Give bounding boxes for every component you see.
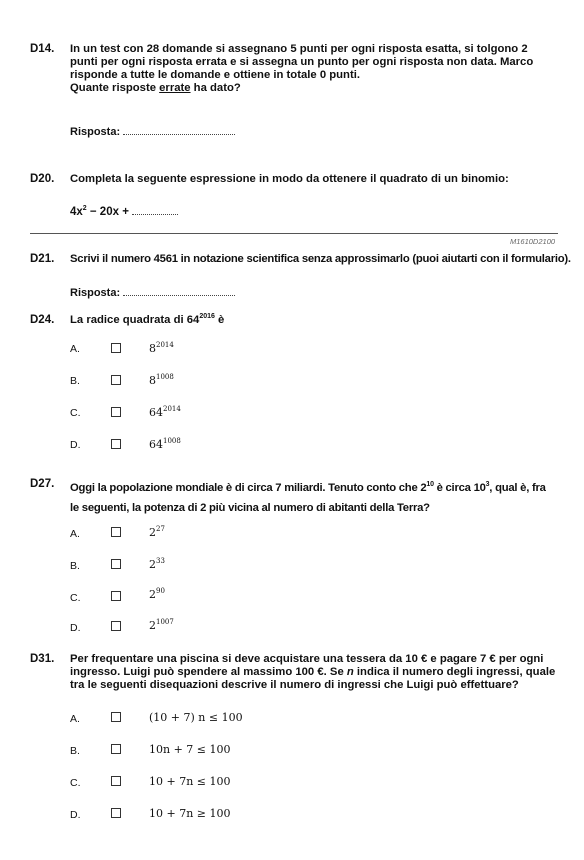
question-fragment: , qual è, fra xyxy=(489,482,546,494)
exponent: 1007 xyxy=(156,618,174,626)
option-checkbox-d24-a[interactable] xyxy=(111,343,121,353)
option-letter: C. xyxy=(70,407,81,419)
base: 2 xyxy=(420,482,427,494)
base: 2 xyxy=(149,588,156,601)
option-value xyxy=(149,588,165,601)
question-fragment: ingresso. Luigi può spendere al massimo 100 €. Se xyxy=(70,666,347,678)
question-number-d20: D20. xyxy=(30,173,55,185)
question-text-d27 xyxy=(70,478,565,518)
option-letter: A. xyxy=(70,343,80,355)
base: 2 xyxy=(149,558,156,571)
option-letter: B. xyxy=(70,375,80,387)
question-line: In un test con 28 domande si assegnano 5 punti per ogni risposta esatta, si tolgono 2 xyxy=(70,43,528,55)
exponent: 2014 xyxy=(163,405,181,413)
answer-row-d14 xyxy=(70,125,235,138)
question-text-d31 xyxy=(70,653,570,692)
option-checkbox-d31-c[interactable] xyxy=(111,776,121,786)
option-value: 10 + 7n ≥ 100 xyxy=(149,807,231,820)
option-letter: A. xyxy=(70,528,80,540)
option-checkbox-d27-b[interactable] xyxy=(111,559,121,569)
exponent: 1008 xyxy=(156,373,174,381)
option-checkbox-d27-a[interactable] xyxy=(111,527,121,537)
exponent: 33 xyxy=(156,557,165,565)
option-value xyxy=(149,342,174,355)
option-letter: C. xyxy=(70,777,81,789)
exponent: 27 xyxy=(156,525,165,533)
exponent: 10 xyxy=(426,481,434,488)
base: 64 xyxy=(149,406,163,419)
question-fragment: Oggi la popolazione mondiale è di circa 7 miliardi. Tenuto conto che xyxy=(70,482,421,494)
base: 2 xyxy=(149,619,156,632)
question-text-d14 xyxy=(70,43,565,95)
question-fragment: La radice quadrata di 64 xyxy=(70,314,200,326)
option-checkbox-d24-d[interactable] xyxy=(111,439,121,449)
exponent: 90 xyxy=(156,587,165,595)
answer-label: Risposta: xyxy=(70,126,121,138)
answer-row-d21 xyxy=(70,286,235,299)
option-checkbox-d24-b[interactable] xyxy=(111,375,121,385)
base: 10 xyxy=(473,482,486,494)
expression-part: − 20x + xyxy=(86,206,133,218)
option-letter: D. xyxy=(70,809,81,821)
option-checkbox-d27-c[interactable] xyxy=(111,591,121,601)
exponent: 3 xyxy=(485,481,490,488)
option-checkbox-d24-c[interactable] xyxy=(111,407,121,417)
question-text-d21: Scrivi il numero 4561 in notazione scientifica senza approssimarlo (puoi aiutarti con il formulario). xyxy=(70,253,571,265)
option-checkbox-d31-b[interactable] xyxy=(111,744,121,754)
question-fragment: è circa xyxy=(433,482,474,494)
option-letter: D. xyxy=(70,622,81,634)
question-line: risponde a tutte le domande e ottiene in totale 0 punti. xyxy=(70,69,360,81)
option-value: 10n + 7 ≤ 100 xyxy=(149,743,231,756)
question-line xyxy=(70,666,570,679)
option-checkbox-d27-d[interactable] xyxy=(111,621,121,631)
question-fragment: ha dato? xyxy=(190,82,241,94)
option-value: 10 + 7n ≤ 100 xyxy=(149,775,231,788)
question-line xyxy=(70,82,565,95)
exponent: 2016 xyxy=(199,313,215,320)
question-line: le seguenti, la potenza di 2 più vicina al numero di abitanti della Terra? xyxy=(70,502,430,514)
option-value xyxy=(149,558,165,571)
expression-d20 xyxy=(70,205,178,218)
question-line: Per frequentare una piscina si deve acquistare una tessera da 10 € e pagare 7 € per ogni xyxy=(70,653,544,665)
option-letter: B. xyxy=(70,560,80,572)
answer-blank[interactable] xyxy=(123,125,235,135)
option-value xyxy=(149,526,165,539)
question-text-d20: Completa la seguente espressione in modo da ottenere il quadrato di un binomio: xyxy=(70,173,509,185)
answer-blank[interactable] xyxy=(132,205,178,215)
variable-n: n xyxy=(346,666,354,678)
option-checkbox-d31-a[interactable] xyxy=(111,712,121,722)
option-value xyxy=(149,374,174,387)
option-letter: C. xyxy=(70,592,81,604)
expression-part: 4x xyxy=(70,206,83,218)
question-line xyxy=(70,478,565,498)
option-value: (10 + 7) n ≤ 100 xyxy=(149,711,243,724)
answer-blank[interactable] xyxy=(123,286,235,296)
question-number-d27: D27. xyxy=(30,478,55,490)
question-line: punti per ogni risposta errata e si assegna un punto per ogni risposta non data. Marco xyxy=(70,56,534,68)
option-value xyxy=(149,406,181,419)
base: 8 xyxy=(149,374,156,387)
option-letter: A. xyxy=(70,713,80,725)
base: 8 xyxy=(149,342,156,355)
question-text-d24 xyxy=(70,314,224,327)
option-value xyxy=(149,438,181,451)
answer-label: Risposta: xyxy=(70,287,121,299)
divider xyxy=(30,233,558,234)
exponent: 2 xyxy=(82,205,87,212)
option-checkbox-d31-d[interactable] xyxy=(111,808,121,818)
option-letter: B. xyxy=(70,745,80,757)
question-line: tra le seguenti disequazioni descrive il numero di ingressi che Luigi può effettuare? xyxy=(70,679,519,691)
option-letter: D. xyxy=(70,439,81,451)
base: 64 xyxy=(149,438,163,451)
question-number-d21: D21. xyxy=(30,253,55,265)
question-code: M1610D2100 xyxy=(510,237,556,246)
question-fragment: Quante risposte xyxy=(70,82,160,94)
option-value xyxy=(149,619,174,632)
exponent: 1008 xyxy=(163,437,181,445)
base: 2 xyxy=(149,526,156,539)
question-fragment: è xyxy=(214,314,225,326)
question-number-d31: D31. xyxy=(30,653,55,665)
question-fragment: indica il numero degli ingressi, quale xyxy=(353,666,556,678)
exponent: 2014 xyxy=(156,341,174,349)
underlined-word: errate xyxy=(159,82,191,94)
question-number-d14: D14. xyxy=(30,43,55,55)
question-number-d24: D24. xyxy=(30,314,55,326)
